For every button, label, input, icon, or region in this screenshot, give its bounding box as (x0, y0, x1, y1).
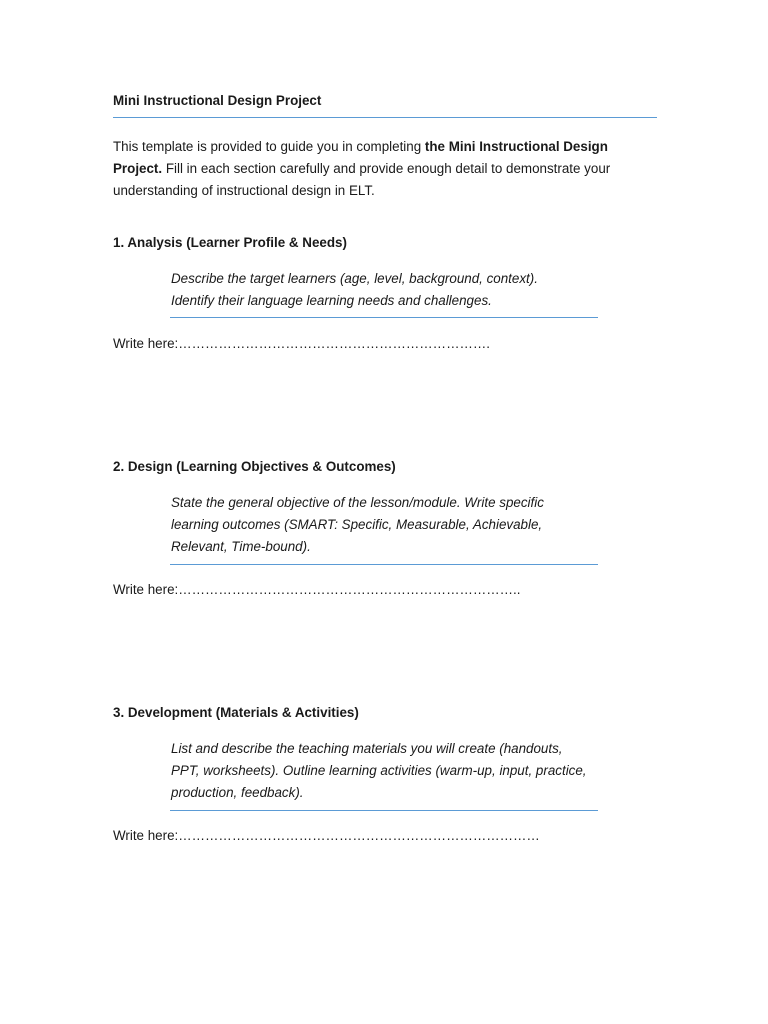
write-here-analysis[interactable] (113, 336, 490, 351)
section-heading-design: 2. Design (Learning Objectives & Outcomes) (113, 459, 396, 474)
section-heading-analysis: 1. Analysis (Learner Profile & Needs) (113, 235, 347, 250)
write-here-design[interactable] (113, 582, 520, 597)
page-title: Mini Instructional Design Project (113, 93, 322, 108)
section-instruction-design: State the general objective of the lesson/module. Write specific learning outcomes (SMART: Specific, Measurable, Achievable, Relevant, Time-bound). (171, 495, 544, 554)
answer-dots-analysis[interactable]: ……………………………………………………………. (178, 336, 490, 351)
intro-paragraph (113, 136, 653, 202)
section-instruction-development: List and describe the teaching materials you will create (handouts, PPT, worksheets). Outline learning activities (warm-up, input, practice, production, feedback). (171, 741, 587, 800)
section-rule-analysis (170, 317, 598, 318)
write-here-label: Write here: (113, 582, 179, 597)
intro-text-part2: Fill in each section carefully and provide enough detail to demonstrate your understanding of instructional design in ELT. (113, 161, 611, 198)
write-here-label: Write here: (113, 828, 179, 843)
section-rule-development (170, 810, 598, 811)
section-rule-design (170, 564, 598, 565)
title-underline-rule (113, 117, 657, 118)
write-here-development[interactable] (113, 828, 540, 843)
intro-text-part1: This template is provided to guide you in completing (113, 139, 425, 154)
answer-dots-development[interactable]: ……………………………………………………………………… (178, 828, 540, 843)
answer-dots-design[interactable]: ………………………………………………………………….. (178, 582, 521, 597)
section-instruction-analysis: Describe the target learners (age, level, background, context). Identify their language learning needs and challenges. (171, 271, 538, 308)
section-heading-development: 3. Development (Materials & Activities) (113, 705, 359, 720)
intro-text-bold: the Mini Instructional Design Project. (113, 139, 608, 176)
write-here-label: Write here: (113, 336, 179, 351)
